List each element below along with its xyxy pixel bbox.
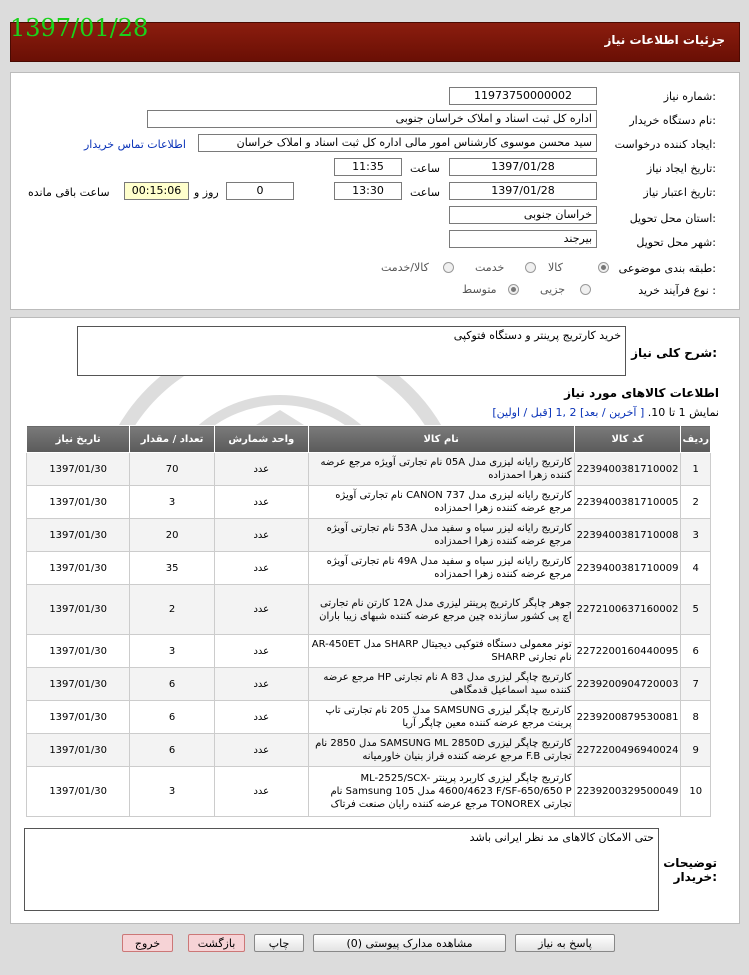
category-both-radio[interactable] <box>443 262 454 273</box>
table-row[interactable] <box>27 701 711 734</box>
row-number: 2 <box>681 486 711 519</box>
col-header[interactable]: ردیف <box>681 426 711 453</box>
city-field: بیرجند <box>449 230 597 248</box>
col-header[interactable]: نام کالا <box>308 426 574 453</box>
category-service-label: خدمت <box>475 261 505 274</box>
created-date-field: 1397/01/28 <box>449 158 597 176</box>
item-quantity: 6 <box>130 668 215 701</box>
validity-time-label: ساعت <box>410 186 440 199</box>
need-number-label: شماره نیاز: <box>663 90 716 103</box>
item-code: 2272200160440095 <box>574 635 681 668</box>
process-medium-label: متوسط <box>462 283 497 296</box>
row-number: 3 <box>681 519 711 552</box>
remaining-label: ساعت باقی مانده <box>28 186 110 199</box>
pagination <box>492 406 719 419</box>
item-quantity: 3 <box>130 767 215 817</box>
item-name: کارتریج رایانه لیزری مدل 05A نام تجارتی آویژه مرجع عرضه کننده زهرا احمدزاده <box>308 453 574 486</box>
attachments-button[interactable]: مشاهده مدارک پیوستی (0) <box>313 934 506 952</box>
row-number: 5 <box>681 585 711 635</box>
process-minor-radio[interactable] <box>580 284 591 295</box>
item-unit: عدد <box>214 453 308 486</box>
item-code: 2239400381710009 <box>574 552 681 585</box>
table-row[interactable] <box>27 453 711 486</box>
province-label: استان محل تحویل: <box>629 212 716 225</box>
remaining-days-field: 0 <box>226 182 294 200</box>
days-label: روز و <box>194 186 219 199</box>
item-quantity: 70 <box>130 453 215 486</box>
item-quantity: 6 <box>130 701 215 734</box>
need-number-field: 11973750000002 <box>449 87 597 105</box>
item-quantity: 35 <box>130 552 215 585</box>
category-both-label: کالا/خدمت <box>381 261 429 274</box>
item-name: کارتریج رایانه لیزر سیاه و سفید مدل 53A نام تجارتی آویژه مرجع عرضه کننده زهرا احمدزاده <box>308 519 574 552</box>
buyer-org-field: اداره کل ثبت اسناد و املاک خراسان جنوبی <box>147 110 597 128</box>
table-row[interactable] <box>27 767 711 817</box>
row-number: 10 <box>681 767 711 817</box>
buyer-org-label: نام دستگاه خریدار: <box>629 114 716 127</box>
need-date: 1397/01/30 <box>27 519 130 552</box>
item-quantity: 3 <box>130 635 215 668</box>
summary-textarea: خرید کارتریج پرینتر و دستگاه فتوکپی <box>77 326 626 376</box>
item-name: کارتریج چاپگر لیزری SAMSUNG ML 2850D مدل 2850 نام تجارتی F.B مرجع عرضه کننده فراز بنیان خاورمیانه <box>308 734 574 767</box>
row-number: 4 <box>681 552 711 585</box>
item-code: 2239400381710008 <box>574 519 681 552</box>
row-number: 8 <box>681 701 711 734</box>
table-row[interactable] <box>27 519 711 552</box>
item-code: 2272100637160002 <box>574 585 681 635</box>
need-date: 1397/01/30 <box>27 701 130 734</box>
process-label: نوع فرآیند خرید : <box>638 284 716 297</box>
requester-label: ایجاد کننده درخواست: <box>614 138 716 151</box>
requester-field: سید محسن موسوی کارشناس امور مالی اداره کل ثبت اسناد و املاک خراسان <box>198 134 597 152</box>
table-row[interactable] <box>27 635 711 668</box>
table-row[interactable] <box>27 486 711 519</box>
item-unit: عدد <box>214 519 308 552</box>
table-row[interactable] <box>27 585 711 635</box>
row-number: 6 <box>681 635 711 668</box>
respond-button[interactable]: پاسخ به نیاز <box>515 934 615 952</box>
row-number: 9 <box>681 734 711 767</box>
table-row[interactable] <box>27 668 711 701</box>
city-label: شهر محل تحویل: <box>636 236 716 249</box>
need-date: 1397/01/30 <box>27 453 130 486</box>
item-code: 2239200329500049 <box>574 767 681 817</box>
item-name: کارتریج رایانه لیزری مدل CANON 737 نام تجارتی آویژه مرجع عرضه کننده زهرا احمدزاده <box>308 486 574 519</box>
validity-date-field: 1397/01/28 <box>449 182 597 200</box>
item-unit: عدد <box>214 701 308 734</box>
need-date: 1397/01/30 <box>27 585 130 635</box>
item-code: 2272200496940024 <box>574 734 681 767</box>
page-title: جزئیات اطلاعات نیاز <box>604 33 725 47</box>
category-label: طبقه بندی موضوعی: <box>618 262 716 275</box>
back-button[interactable]: بازگشت <box>188 934 245 952</box>
col-header[interactable]: تعداد / مقدار <box>130 426 215 453</box>
created-time-field: 11:35 <box>334 158 402 176</box>
category-goods-radio[interactable] <box>598 262 609 273</box>
item-name: کارتریج چاپگر لیزری کاربرد پرینتر ML-2525/SCX-4600/4623 F/SF-650/650 P مدل 105 Samsung نام تجارتی TONOREX مرجع عرضه کننده رایان صنعت فرتاک <box>308 767 574 817</box>
item-quantity: 20 <box>130 519 215 552</box>
item-unit: عدد <box>214 668 308 701</box>
item-unit: عدد <box>214 585 308 635</box>
remaining-time-field: 00:15:06 <box>124 182 189 200</box>
need-date: 1397/01/30 <box>27 552 130 585</box>
item-name: کارتریج رایانه لیزر سیاه و سفید مدل 49A نام تجارتی آویژه مرجع عرضه کننده زهرا احمدزاده <box>308 552 574 585</box>
item-name: کارتریج چاپگر لیزری SAMSUNG مدل 205 نام تجارتی تاپ پرینت مرجع عرضه کننده معین چاپگر آریا <box>308 701 574 734</box>
col-header[interactable]: کد کالا <box>574 426 681 453</box>
item-unit: عدد <box>214 767 308 817</box>
item-unit: عدد <box>214 552 308 585</box>
item-name: جوهر چاپگر کارتریج پرینتر لیزری مدل 12A کارتن نام تجارتی اچ پی کشور سازنده چین مرجع عرضه کننده شبهای زیبا باران <box>308 585 574 635</box>
process-minor-label: جزیی <box>540 283 566 296</box>
need-date: 1397/01/30 <box>27 486 130 519</box>
notes-textarea: حتی الامکان کالاهای مد نظر ایرانی باشد <box>24 828 659 911</box>
item-name: تونر معمولی دستگاه فتوکپی دیجیتال SHARP مدل AR-450ET نام تجارتی SHARP <box>308 635 574 668</box>
exit-button[interactable]: خروج <box>122 934 173 952</box>
notes-label: توضیحات خریدار: <box>663 856 717 884</box>
category-service-radio[interactable] <box>525 262 536 273</box>
item-quantity: 2 <box>130 585 215 635</box>
validity-time-field: 13:30 <box>334 182 402 200</box>
goods-section-title: اطلاعات کالاهای مورد نیاز <box>564 386 719 400</box>
row-number: 7 <box>681 668 711 701</box>
date-stamp: 1397/01/28 <box>10 14 149 42</box>
created-date-label: تاریخ ایجاد نیاز: <box>646 162 716 175</box>
need-date: 1397/01/30 <box>27 668 130 701</box>
summary-label: شرح کلی نیاز: <box>631 346 717 360</box>
row-number: 1 <box>681 453 711 486</box>
item-quantity: 3 <box>130 486 215 519</box>
col-header[interactable]: تاریخ نیاز <box>27 426 130 453</box>
category-goods-label: کالا <box>548 261 563 274</box>
table-row[interactable] <box>27 734 711 767</box>
paging-summary: نمایش 1 تا 10. <box>647 406 719 419</box>
need-date: 1397/01/30 <box>27 767 130 817</box>
item-code: 2239200879530081 <box>574 701 681 734</box>
item-name: کارتریج چاپگر لیزری مدل 83 A نام تجارتی HP مرجع عرضه کننده سید اسماعیل قدمگاهی <box>308 668 574 701</box>
need-date: 1397/01/30 <box>27 734 130 767</box>
item-unit: عدد <box>214 486 308 519</box>
item-code: 2239200904720003 <box>574 668 681 701</box>
process-medium-radio[interactable] <box>508 284 519 295</box>
table-row[interactable] <box>27 552 711 585</box>
print-button[interactable]: چاپ <box>254 934 304 952</box>
created-time-label: ساعت <box>410 162 440 175</box>
goods-table <box>26 425 711 817</box>
item-unit: عدد <box>214 734 308 767</box>
validity-date-label: تاریخ اعتبار نیاز: <box>643 186 716 199</box>
item-quantity: 6 <box>130 734 215 767</box>
item-code: 2239400381710005 <box>574 486 681 519</box>
province-field: خراسان جنوبی <box>449 206 597 224</box>
col-header[interactable]: واحد شمارش <box>214 426 308 453</box>
paging-links[interactable]: [ آخرین / بعد] 2 ,1 [قبل / اولین] <box>492 406 645 419</box>
buyer-contact-link[interactable]: اطلاعات تماس خریدار <box>84 138 186 151</box>
need-date: 1397/01/30 <box>27 635 130 668</box>
item-unit: عدد <box>214 635 308 668</box>
item-code: 2239400381710002 <box>574 453 681 486</box>
